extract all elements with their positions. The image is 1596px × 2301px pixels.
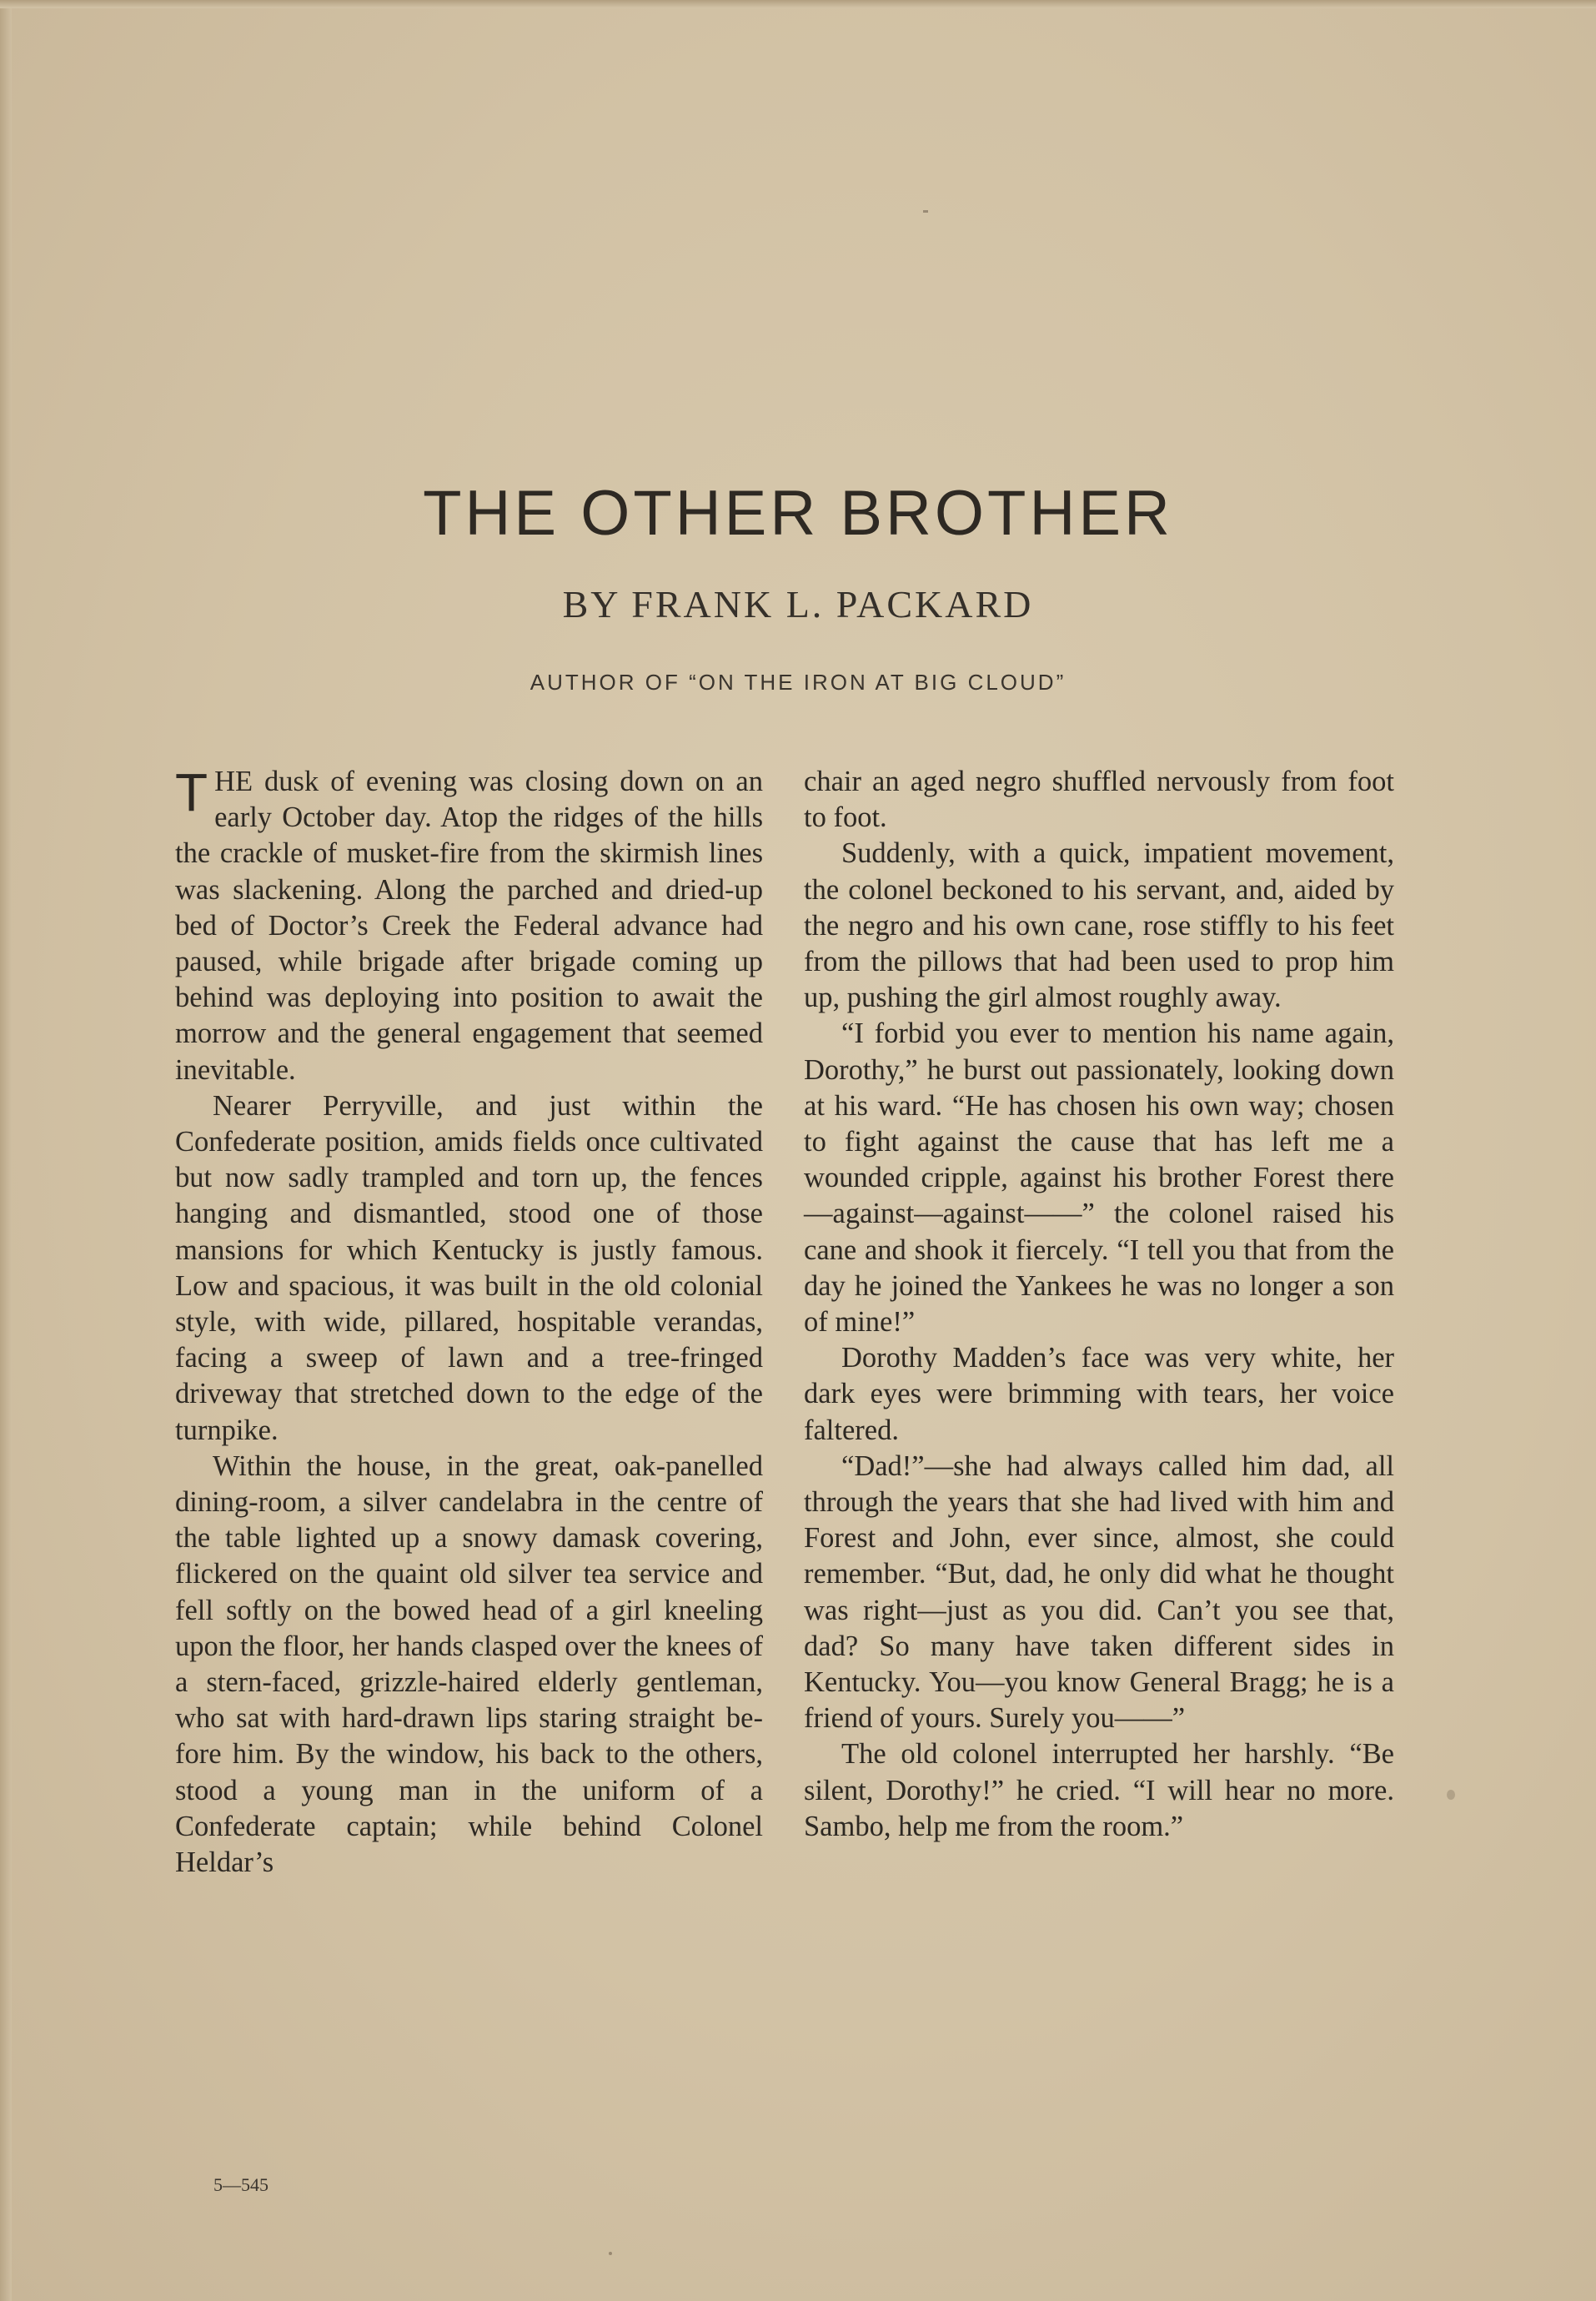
paragraph-text: HE dusk of evening was closing down on an early October day. Atop the ridges of the hills the crackle of musket-fire from the skirmish lines was slackening. Along the parched and dried-up bed of Doctor’s Creek the Federal advance had paused, while brigade after brigade coming up behind was deploying into position to await the morrow and the general engagement that seemed inevitable. xyxy=(175,766,763,1086)
drop-cap: T xyxy=(175,762,208,822)
paragraph: The old colonel interrupted her harshly. “Be silent, Dorothy!” he cried. “I will hear no more. Sambo, help me from the room.” xyxy=(804,1738,1394,1842)
print-speck xyxy=(1447,1790,1455,1800)
right-text-column xyxy=(804,764,1394,1845)
paragraph: “I forbid you ever to mention his name again, Dorothy,” he burst out passionately, looking down at his ward. “He has chosen his own way; chosen to fight against the cause that has left me a wounded cripple, against his brother Forest there—against—against——” the colonel raised his cane and shook it fiercely. “I tell you that from the day he joined the Yankees he was no longer a son of mine!” xyxy=(804,1017,1394,1339)
page-binding-edge xyxy=(0,0,12,2301)
left-text-column xyxy=(175,764,763,1881)
article-title: THE OTHER BROTHER xyxy=(423,478,1173,549)
paragraph xyxy=(175,764,763,1088)
paragraph: Within the house, in the great, oak-panelled dining-room, a silver candelabra in the centre of the table lighted up a snowy damask covering, flickered on the quaint old silver tea service and fell softly on the bowed head of a girl kneeling upon the floor, her hands clasped over the knees of a stern-faced, grizzle-haired elderly gentleman, who sat with hard-drawn lips staring straight before him. By the window, his back to the others, stood a young man in the uniform of a Confederate captain; while behind Colonel Heldar’s xyxy=(175,1449,763,1879)
print-speck xyxy=(923,210,928,213)
paragraph: chair an aged negro shuffled nervously from foot to foot. xyxy=(804,766,1394,834)
paragraph: Dorothy Madden’s face was very white, her dark eyes were brimming with tears, her voice faltered. xyxy=(804,1342,1394,1446)
article-byline: BY FRANK L. PACKARD xyxy=(562,583,1034,625)
author-note: AUTHOR OF “ON THE IRON AT BIG CLOUD” xyxy=(529,670,1067,695)
print-speck xyxy=(609,2252,612,2255)
paragraph: Suddenly, with a quick, impatient movement, the colonel beckoned to his servant, and, aided by the negro and his own cane, rose stiffly to his feet from the pillows that had been used to prop him up, pushing the girl almost roughly away. xyxy=(804,837,1394,1014)
paragraph: Nearer Perryville, and just within the Confederate position, amids fields once cultivated but now sadly trampled and torn up, the fences hanging and dismantled, stood one of those mansions for which Kentucky is justly famous. Low and spacious, it was built in the old colonial style, with wide, pillared, hospitable verandas, facing a sweep of lawn and a tree-fringed driveway that stretched down to the edge of the turnpike. xyxy=(175,1089,763,1446)
page-top-edge xyxy=(0,0,1596,8)
paragraph: “Dad!”—she had always called him dad, all through the years that she had lived with him and Forest and John, ever since, almost, she could remember. “But, dad, he only did what he thought was right—just as you did. Can’t you see that, dad? So many have taken different sides in Kentucky. You—you know General Bragg; he is a friend of yours. Surely you——” xyxy=(804,1449,1394,1735)
page-folio: 5—545 xyxy=(213,2174,269,2195)
